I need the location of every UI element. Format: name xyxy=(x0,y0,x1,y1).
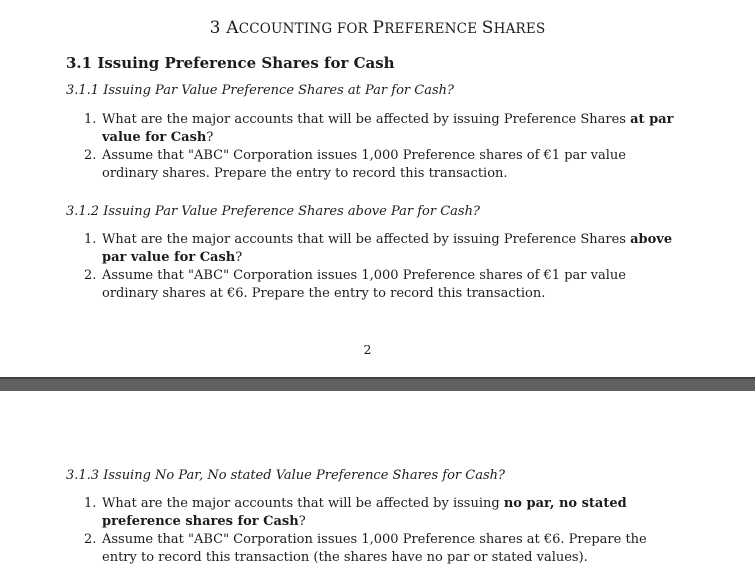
question-text: What are the major accounts that will be affected by issuing xyxy=(102,496,504,511)
question-text: What are the major accounts that will be affected by issuing Preference Shares xyxy=(102,112,631,127)
question-list xyxy=(84,111,684,183)
question-suffix: ? xyxy=(206,130,214,145)
question-number: 1. xyxy=(84,496,97,511)
question-number: 1. xyxy=(84,232,97,247)
question-emphasis: at par value for Cash xyxy=(102,112,674,145)
question-text: What are the major accounts that will be affected by issuing Preference Shares xyxy=(102,232,631,247)
section-title-word-1 xyxy=(226,18,372,38)
page-separator xyxy=(0,377,755,391)
section-title-word-2 xyxy=(373,18,482,38)
question-number: 2. xyxy=(84,268,97,283)
question-text: Assume that "ABC" Corporation issues 1,000 Preference shares at €6. Prepare the entry to record this transaction (the shares have no par or stated values). xyxy=(102,532,647,565)
question-item xyxy=(84,531,684,567)
question-text: Assume that "ABC" Corporation issues 1,000 Preference shares of €1 par value ordinary shares at €6. Prepare the entry to record this transaction. xyxy=(102,268,626,301)
question-item xyxy=(84,267,684,303)
question-emphasis: no par, no stated preference shares for Cash xyxy=(102,496,627,529)
question-item xyxy=(84,147,684,183)
subsection-heading: 3.1 Issuing Preference Shares for Cash xyxy=(66,54,395,72)
title-capital: P xyxy=(372,18,385,38)
title-capital: A xyxy=(226,18,239,38)
question-number: 1. xyxy=(84,112,97,127)
question-number: 2. xyxy=(84,148,97,163)
question-list xyxy=(84,495,684,567)
section-number: 3 xyxy=(209,18,221,38)
question-item xyxy=(84,231,684,267)
subsubsection-heading: 3.1.2 Issuing Par Value Preference Shares above Par for Cash? xyxy=(66,204,480,219)
document-page xyxy=(0,391,755,574)
question-emphasis: above par value for Cash xyxy=(102,232,673,265)
question-suffix: ? xyxy=(235,250,243,265)
subsubsection-heading: 3.1.3 Issuing No Par, No stated Value Preference Shares for Cash? xyxy=(66,468,505,483)
question-item xyxy=(84,111,684,147)
section-heading xyxy=(0,18,755,38)
title-small-caps: CCOUNTING FOR xyxy=(238,21,373,37)
question-item xyxy=(84,495,684,531)
question-number: 2. xyxy=(84,532,97,547)
title-small-caps: HARES xyxy=(493,21,546,37)
question-list xyxy=(84,231,684,303)
title-small-caps: REFERENCE xyxy=(384,21,482,37)
question-text: Assume that "ABC" Corporation issues 1,000 Preference shares of €1 par value ordinary shares. Prepare the entry to record this transaction. xyxy=(102,148,626,181)
page-separator-shadow xyxy=(0,377,755,379)
subsubsection-heading: 3.1.1 Issuing Par Value Preference Shares at Par for Cash? xyxy=(66,83,454,98)
question-suffix: ? xyxy=(298,514,306,529)
section-title-word-3 xyxy=(482,18,546,38)
title-capital: S xyxy=(481,18,494,38)
page-number: 2 xyxy=(363,342,372,357)
